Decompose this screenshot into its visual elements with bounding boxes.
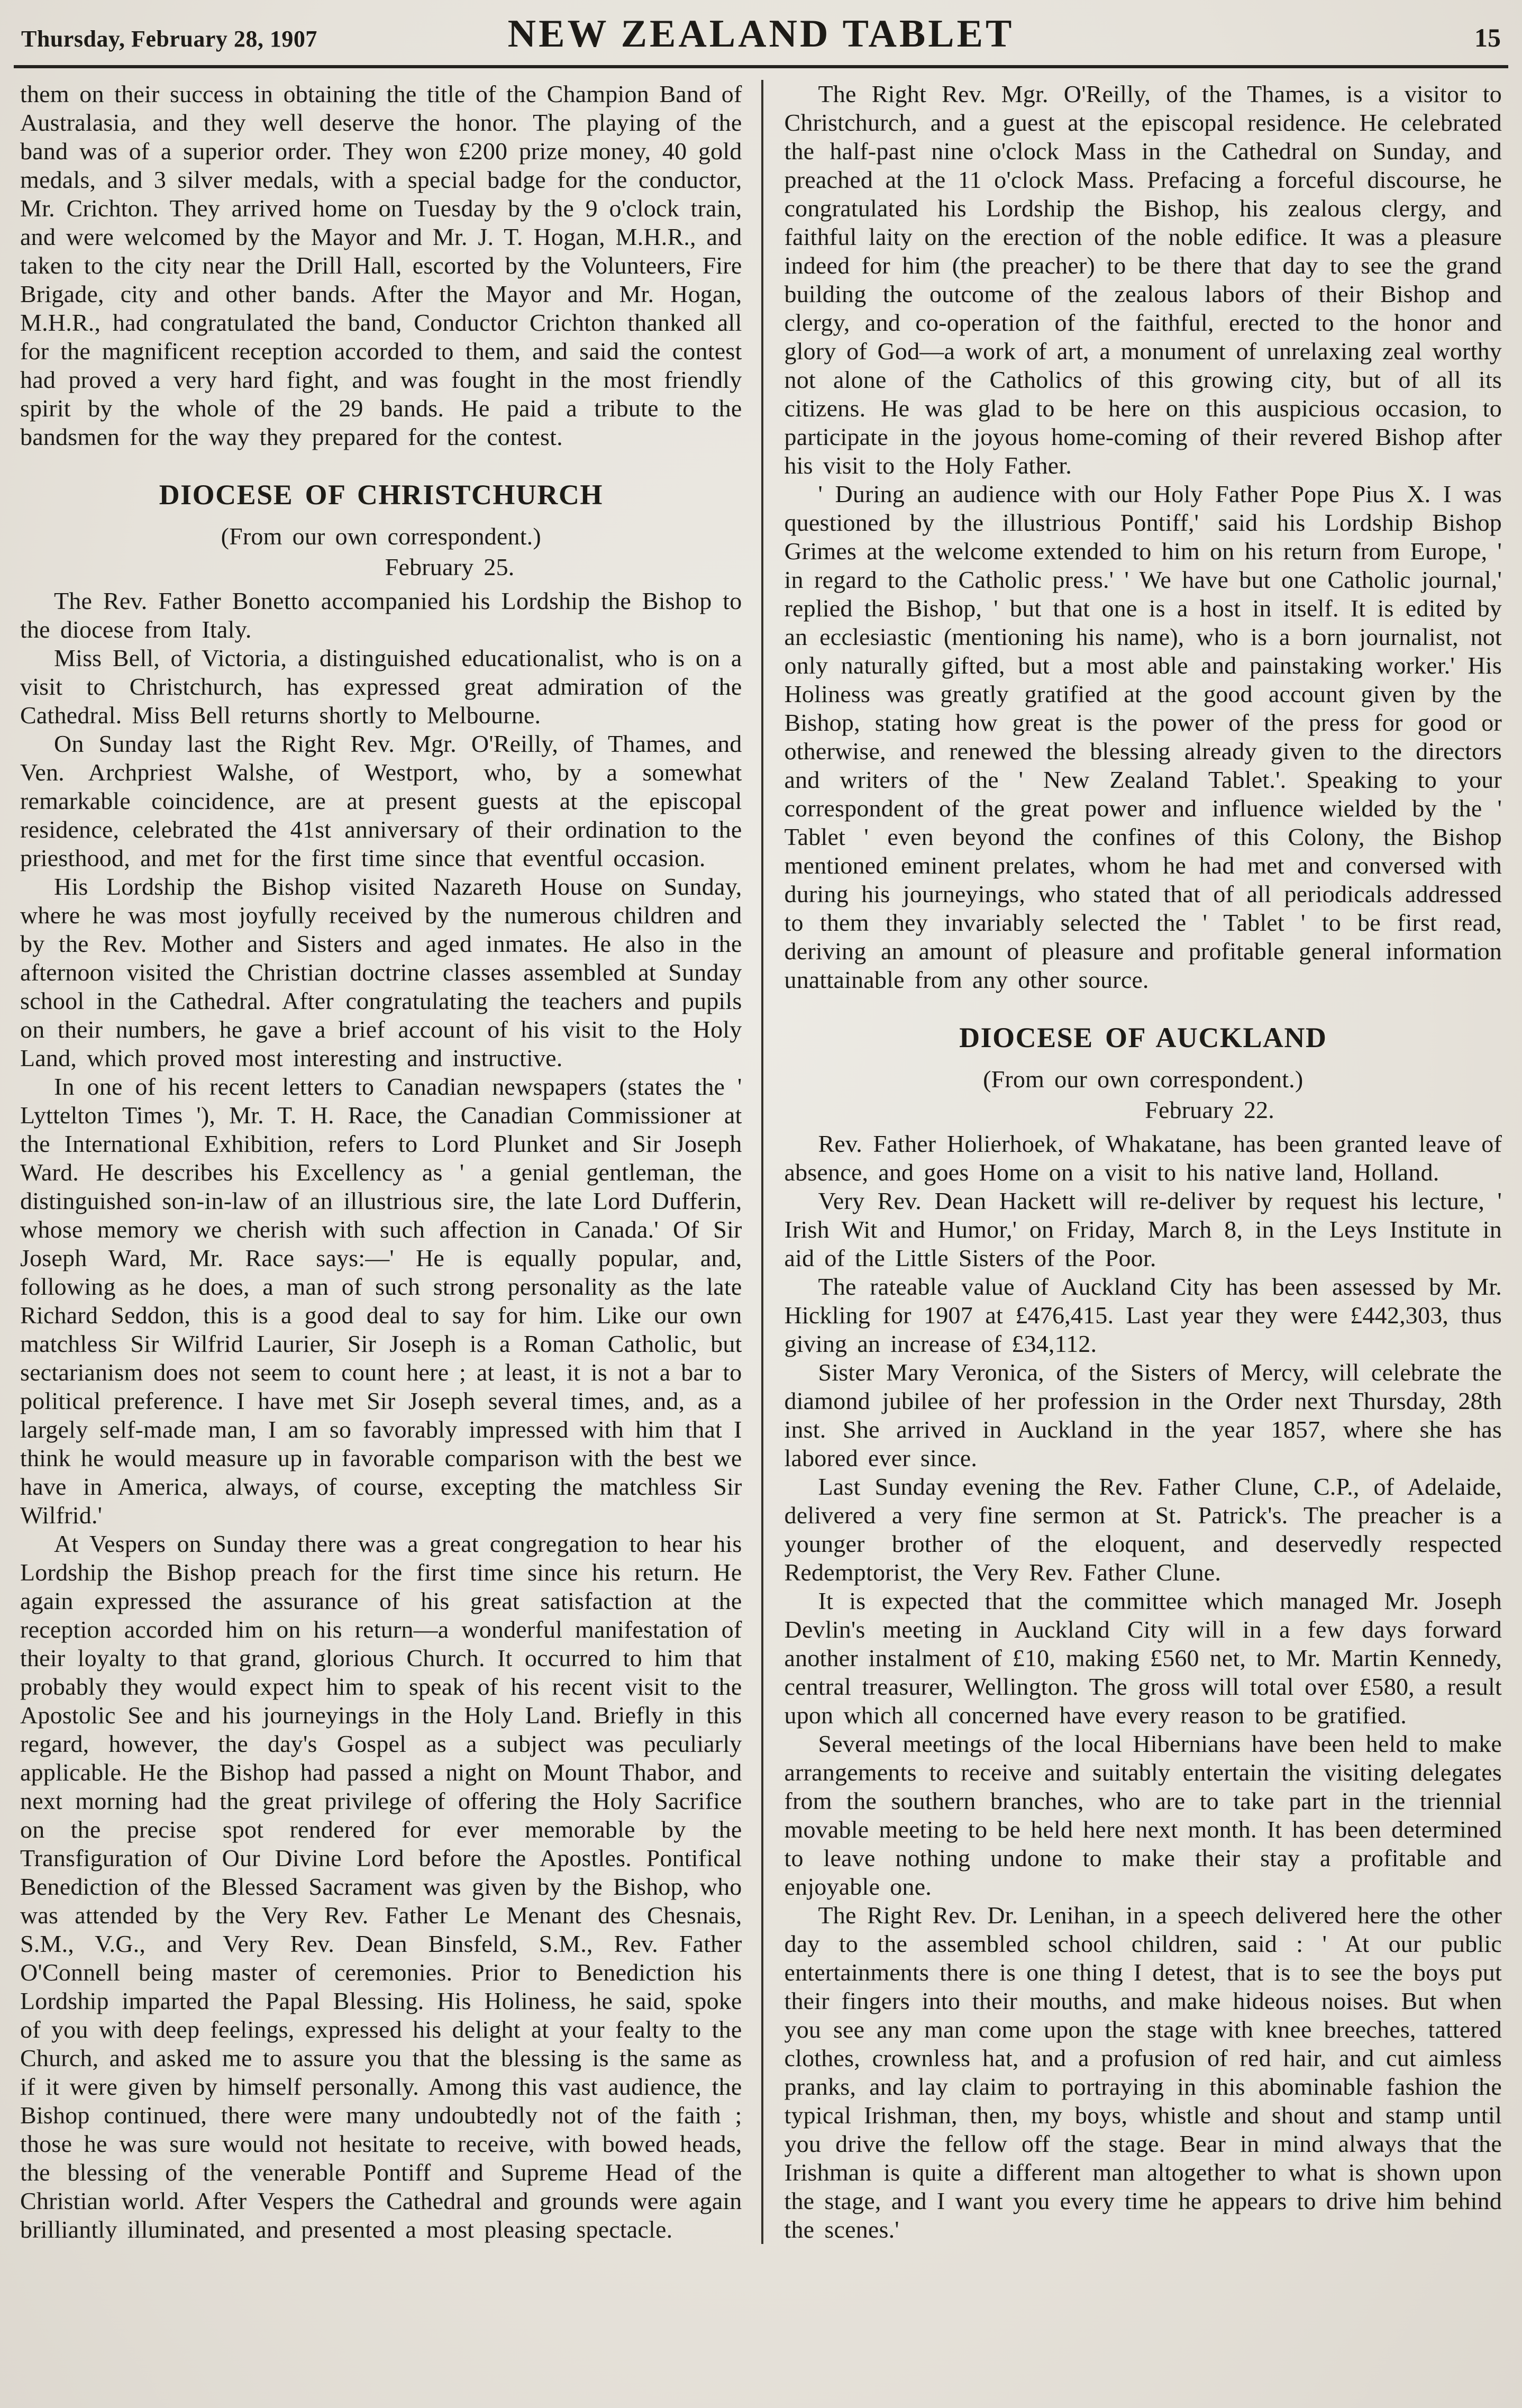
section-heading-christchurch: DIOCESE OF CHRISTCHURCH <box>159 479 603 511</box>
paragraph: It is expected that the committee which managed Mr. Joseph Devlin's meeting in Auckland City will in a few days forward another instalment of £10, making £560 net, to Mr. Martin Kennedy, central treasurer, Wellington. The gross will total over £580, a result upon which all concerned have every reason to be gratified. <box>784 1587 1502 1729</box>
paragraph: On Sunday last the Right Rev. Mgr. O'Reilly, of Thames, and Ven. Archpriest Walshe, of Westport, who, by a somewhat remarkable coincidence, are at present guests at the episcopal residence, celebrated the 41st anniversary of their ordination to the priesthood, and met for the first time since that eventful occasion. <box>20 730 742 871</box>
paragraph: The Rev. Father Bonetto accompanied his Lordship the Bishop to the diocese from Italy. <box>20 587 742 643</box>
paragraph: His Lordship the Bishop visited Nazareth House on Sunday, where he was most joyfully received by the numerous children and by the Rev. Mother and Sisters and aged inmates. He also in the afternoon visited the Christian doctrine classes assembled at Sunday school in the Cathedral. After congratulating the teachers and pupils on their numbers, he gave a brief account of his visit to the Holy Land, which proved most interesting and instructive. <box>20 873 742 1071</box>
paragraph: ' During an audience with our Holy Father Pope Pius X. I was questioned by the illustrious Pontiff,' said his Lordship Bishop Grimes at the welcome extended to him on his return from Europe, ' in regard to the Catholic press.' ' We have but one Catholic journal,' replied the Bishop, ' but that one is a host in itself. It is edited by an ecclesiastic (mentioning his name), who is a born journalist, not only naturally gifted, but a most able and painstaking worker.' His Holiness was greatly gratified at the good account given by the Bishop, stating how great is the power of the press for good or otherwise, and renewed the blessing already given to the directors and writers of the ' New Zealand Tablet.'. Speaking to your correspondent of the great power and influence wielded by the ' Tablet ' even beyond the confines of this Colony, the Bishop mentioned eminent prelates, whom he had met and conversed with during his journeyings, who stated that of all periodicals addressed to them they invariably selected the ' Tablet ' to be first read, deriving an amount of pleasure and profitable general information unattainable from any other source. <box>784 480 1502 993</box>
section-heading-auckland: DIOCESE OF AUCKLAND <box>959 1022 1327 1053</box>
byline: (From our own correspondent.) <box>221 523 541 550</box>
paragraph: them on their success in obtaining the title of the Champion Band of Australasia, and they well deserve the honor. The playing of the band was of a superior order. They won £200 prize money, 40 gold medals, and 3 silver medals, with a special badge for the conductor, Mr. Crichton. They arrived home on Tuesday by the 9 o'clock train, and were welcomed by the Mayor and Mr. J. T. Hogan, M.H.R., and taken to the city near the Drill Hall, escorted by the Volunteers, Fire Brigade, city and other bands. After the Mayor and Mr. Hogan, M.H.R., had congratulated the band, Conductor Crichton thanked all for the magnificent reception accorded to them, and said the contest had proved a very hard fight, and was fought in the most friendly spirit by the whole of the 29 bands. He paid a tribute to the bandsmen for the way they prepared for the contest. <box>20 80 742 450</box>
dateline: February 22. <box>1145 1096 1274 1123</box>
paragraph: Very Rev. Dean Hackett will re-deliver by request his lecture, ' Irish Wit and Humor,' on Friday, March 8, in the Leys Institute in aid of the Little Sisters of the Poor. <box>784 1187 1502 1271</box>
paragraph: The Right Rev. Dr. Lenihan, in a speech delivered here the other day to the assembled school children, said : ' At our public entertainments there is one thing I detest, that is to see the boys put their fingers into their mouths, and make hideous noises. But when you see any man come upon the stage with knee breeches, tattered clothes, crownless hat, and a profusion of red hair, and cut aimless pranks, and lay claim to portraying in this abominable fashion the typical Irishman, then, my boys, whistle and shout and stamp until you drive the fellow off the stage. Bear in mind always that the Irishman is quite a different man altogether to what is shown upon the stage, and I want you every time he appears to drive him behind the scenes.' <box>784 1902 1502 2243</box>
left-column <box>14 80 761 2244</box>
masthead-title: NEW ZEALAND TABLET <box>507 12 1015 56</box>
columns-container <box>14 68 1508 2244</box>
paragraph: Several meetings of the local Hibernians have been held to make arrangements to receive and suitably entertain the visiting delegates from the southern branches, who are to take part in the triennial movable meeting to be held here next month. It has been determined to leave nothing undone to make their stay a profitable and enjoyable one. <box>784 1730 1502 1900</box>
paragraph: At Vespers on Sunday there was a great congregation to hear his Lordship the Bishop preach for the first time since his return. He again expressed the assurance of his great satisfaction at the reception accorded him on his return—a wonderful manifestation of their loyalty to that grand, glorious Church. It occurred to him that probably they would expect him to speak of his recent visit to the Apostolic See and his journeyings in the Holy Land. Briefly in this regard, however, the day's Gospel as a subject was peculiarly applicable. He the Bishop had passed a night on Mount Thabor, and next morning had the great privilege of offering the Holy Sacrifice on the precise spot rendered for ever memorable by the Transfiguration of Our Divine Lord before the Apostles. Pontifical Benediction of the Blessed Sacrament was given by the Bishop, who was attended by the Very Rev. Father Le Menant des Chesnais, S.M., V.G., and Very Rev. Dean Binsfeld, S.M., Rev. Father O'Connell being master of ceremonies. Prior to Benediction his Lordship imparted the Papal Blessing. His Holiness, he said, spoke of you with deep feelings, expressed his delight at your fealty to the Church, and asked me to assure you that the blessing is the same as if it were given by himself personally. Among this vast audience, the Bishop continued, there were many undoubtedly not of the faith ; those he was sure would not hesitate to receive, with bowed heads, the blessing of the venerable Pontiff and Supreme Head of the Christian world. After Vespers the Cathedral and grounds were again brilliantly illuminated, and presented a most pleasing spectacle. <box>20 1530 742 2243</box>
paragraph: Miss Bell, of Victoria, a distinguished educationalist, who is on a visit to Christchurch, has expressed great admiration of the Cathedral. Miss Bell returns shortly to Melbourne. <box>20 644 742 729</box>
byline: (From our own correspondent.) <box>983 1066 1304 1093</box>
paragraph: The rateable value of Auckland City has been assessed by Mr. Hickling for 1907 at £476,415. Last year they were £442,303, thus giving an increase of £34,112. <box>784 1273 1502 1357</box>
paragraph: Last Sunday evening the Rev. Father Clune, C.P., of Adelaide, delivered a very fine sermon at St. Patrick's. The preacher is a younger brother of the eloquent, and deservedly respected Redemptorist, the Very Rev. Father Clune. <box>784 1473 1502 1586</box>
dateline: February 25. <box>385 553 515 580</box>
right-column <box>761 80 1509 2244</box>
masthead-date: Thursday, February 28, 1907 <box>21 26 317 52</box>
paragraph: In one of his recent letters to Canadian newspapers (states the ' Lyttelton Times '), Mr. T. H. Race, the Canadian Commissioner at the International Exhibition, refers to Lord Plunket and Sir Joseph Ward. He describes his Excellency as ' a genial gentleman, the distinguished son-in-law of an illustrious sire, the late Lord Dufferin, whose memory we cherish with such affection in Canada.' Of Sir Joseph Ward, Mr. Race says:—' He is equally popular, and, following as he does, a man of such strong personality as the late Richard Seddon, this is a good deal to say for him. Like our own matchless Sir Wilfrid Laurier, Sir Joseph is a Roman Catholic, but sectarianism does not seem to count here ; at least, it is not a bar to political preference. I have met Sir Joseph several times, and, as a largely self-made man, I am so favorably impressed with him that I think he would measure up in favorable comparison with the best we have in America, always, of course, excepting the matchless Sir Wilfrid.' <box>20 1073 742 1529</box>
paragraph: Rev. Father Holierhoek, of Whakatane, has been granted leave of absence, and goes Home on a visit to his native land, Holland. <box>784 1130 1502 1186</box>
paragraph: Sister Mary Veronica, of the Sisters of Mercy, will celebrate the diamond jubilee of her profession in the Order next Thursday, 28th inst. She arrived in Auckland in the year 1857, where she has labored ever since. <box>784 1359 1502 1471</box>
masthead <box>14 6 1508 68</box>
masthead-page-number: 15 <box>1474 23 1501 52</box>
paragraph: The Right Rev. Mgr. O'Reilly, of the Thames, is a visitor to Christchurch, and a guest at the episcopal residence. He celebrated the half-past nine o'clock Mass in the Cathedral on Sunday, and preached at the 11 o'clock Mass. Prefacing a forceful discourse, he congratulated his Lordship the Bishop, his zealous clergy, and faithful laity on the erection of the noble edifice. It was a pleasure indeed for him (the preacher) to be there that day to see the grand building the outcome of the zealous labors of their Bishop and clergy, and co-operation of the faithful, erected to the honor and glory of God—a work of art, a monument of unrelaxing zeal worthy not alone of the Catholics of this growing city, but of all its citizens. He was glad to be here on this auspicious occasion, to participate in the joyous home-coming of their revered Bishop after his visit to the Holy Father. <box>784 80 1502 479</box>
